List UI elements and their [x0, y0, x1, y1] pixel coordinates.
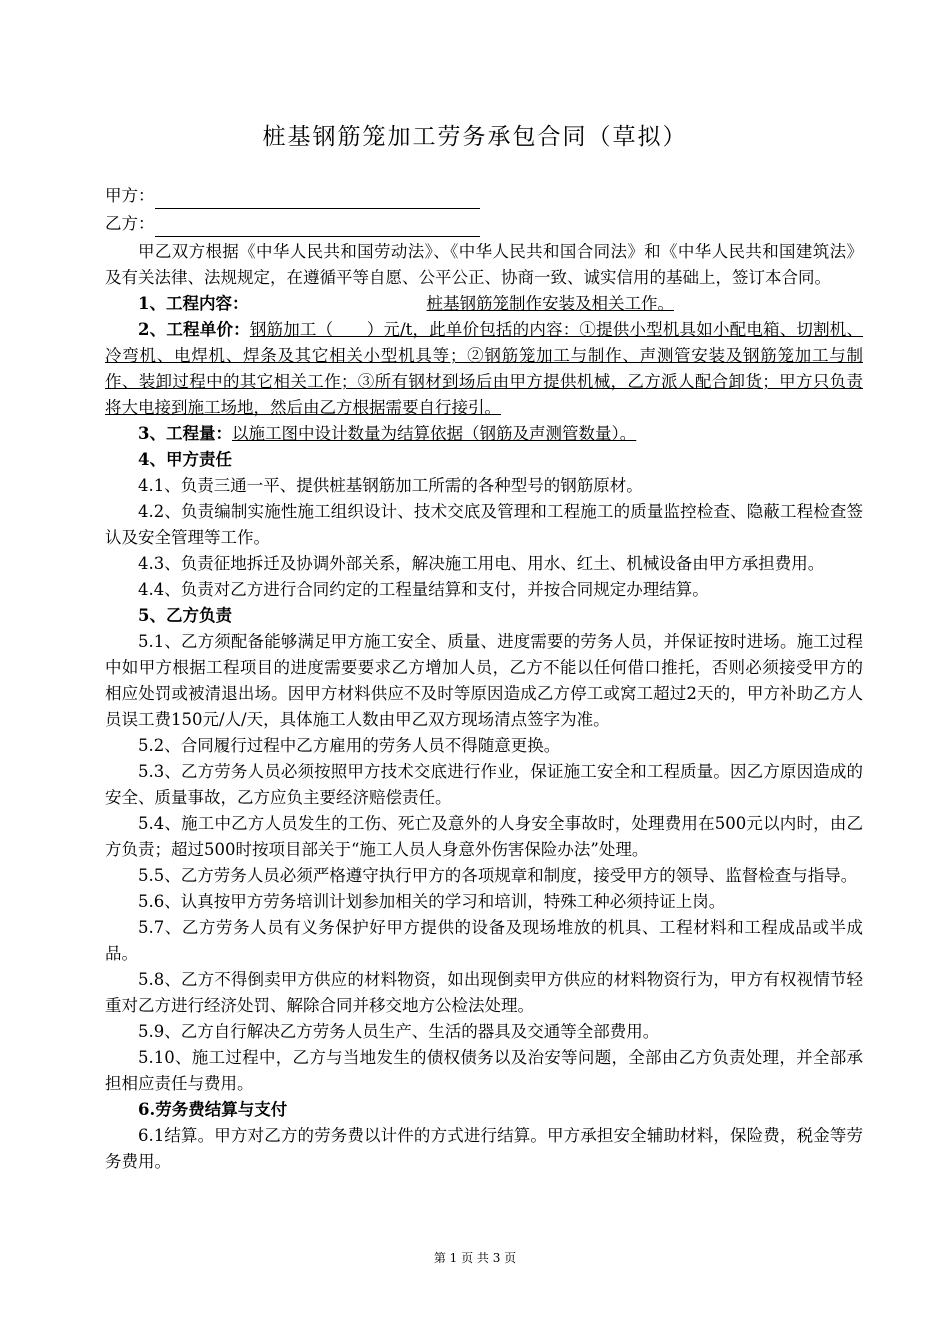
- page-footer: 第 1 页 共 3 页: [433, 1251, 517, 1265]
- clause-4-3: 4.3、负责征地拆迁及协调外部关系，解决施工用电、用水、红土、机械设备由甲方承担费用。: [138, 554, 825, 573]
- clause-5-10: 5.10、施工过程中，乙方与当地发生的债权债务以及治安等问题，全部由乙方负责处理，并全部承担相应责任与费用。: [105, 1048, 863, 1093]
- section-5-heading: 5、乙方负责: [138, 606, 232, 625]
- section-1-underline: [248, 294, 674, 313]
- section-3-label: 3、工程量：: [138, 424, 232, 443]
- section-3-quantity: [105, 421, 863, 447]
- party-b-label: 乙方：: [105, 214, 155, 233]
- section-2-unit-price: [105, 317, 863, 421]
- clause-5-2: 5.2、合同履行过程中乙方雇用的劳务人员不得随意更换。: [138, 736, 561, 755]
- clause-5-4: 5.4、施工中乙方人员发生的工伤、死亡及意外的人身安全事故时，处理费用在500元以内时，由乙方负责；超过500时按项目部关于“施工人员人身意外伤害保险办法”处理。: [105, 814, 863, 859]
- clause-5-8: 5.8、乙方不得倒卖甲方供应的材料物资，如出现倒卖甲方供应的材料物资行为，甲方有权视情节轻重对乙方进行经济处罚、解除合同并移交地方公检法处理。: [105, 970, 863, 1015]
- party-a-blank: [155, 188, 480, 209]
- clause-4-2: 4.2、负责编制实施性施工组织设计、技术交底及管理和工程施工的质量监控检查、隐蔽工程检查签认及安全管理等工作。: [105, 502, 863, 547]
- clause-5-9: 5.9、乙方自行解决乙方劳务人员生产、生活的器具及交通等全部费用。: [138, 1022, 660, 1041]
- section-1-label: 1、工程内容：: [138, 294, 249, 313]
- clause-4-1: 4.1、负责三通一平、提供桩基钢筋加工所需的各种型号的钢筋原材。: [138, 476, 643, 495]
- clause-5-3: 5.3、乙方劳务人员必须按照甲方技术交底进行作业，保证施工安全和工程质量。因乙方原因造成的安全、质量事故，乙方应负主要经济赔偿责任。: [105, 762, 863, 807]
- document-title: 桩基钢筋笼加工劳务承包合同（草拟）: [262, 124, 688, 150]
- intro-paragraph: 甲乙双方根据《中华人民共和国劳动法》、《中华人民共和国合同法》和《中华人民共和国建筑法》及有关法律、法规规定，在遵循平等自愿、公平公正、协商一致、诚实信用的基础上，签订本合同。: [105, 242, 863, 287]
- clause-5-1: 5.1、乙方须配备能够满足甲方施工安全、质量、进度需要的劳务人员，并保证按时进场。施工过程中如甲方根据工程项目的进度需要要求乙方增加人员，乙方不能以任何借口推托，否则必须接受甲方的相应处罚或被清退出场。因甲方材料供应不及时等原因造成乙方停工或窝工超过2天的，甲方补助乙方人员误工费150元/人/天，具体施工人数由甲乙双方现场清点签字为准。: [105, 632, 863, 729]
- section-6-heading: 6.劳务费结算与支付: [138, 1100, 288, 1119]
- party-b-blank: [155, 216, 480, 237]
- document-body: [105, 183, 863, 1175]
- clause-4-4: 4.4、负责对乙方进行合同约定的工程量结算和支付，并按合同规定办理结算。: [138, 580, 709, 599]
- section-4-heading: 4、甲方责任: [138, 450, 232, 469]
- party-a-label: 甲方：: [105, 186, 155, 205]
- party-a-line: [105, 183, 863, 211]
- party-b-line: [105, 211, 863, 239]
- section-1-text: 桩基钢筋笼制作安装及相关工作。: [426, 294, 674, 313]
- section-3-text: 以施工图中设计数量为结算依据（钢筋及声测管数量）。: [231, 424, 637, 443]
- section-2-text: 钢筋加工（ ）元/t，此单价包括的内容：①提供小型机具如小配电箱、切割机、冷弯机、电焊机、焊条及其它相关小型机具等；②钢筋笼加工与制作、声测管安装及钢筋笼加工与制作、装卸过程中的其它相关工作；③所有钢材到场后由甲方提供机械，乙方派人配合卸货；甲方只负责将大电接到施工场地，然后由乙方根据需要自行接引。: [105, 320, 863, 417]
- clause-5-5: 5.5、乙方劳务人员必须严格遵守执行甲方的各项规章和制度，接受甲方的领导、监督检查与指导。: [138, 866, 858, 885]
- section-1-work-content: [105, 291, 863, 317]
- clause-5-6: 5.6、认真按甲方劳务培训计划参加相关的学习和培训，特殊工种必须持证上岗。: [138, 892, 726, 911]
- section-2-label: 2、工程单价：: [138, 320, 250, 339]
- clause-6-1: 6.1结算。甲方对乙方的劳务费以计件的方式进行结算。甲方承担安全辅助材料，保险费，税金等劳务费用。: [105, 1126, 863, 1171]
- clause-5-7: 5.7、乙方劳务人员有义务保护好甲方提供的设备及现场堆放的机具、工程材料和工程成品或半成品。: [105, 918, 863, 963]
